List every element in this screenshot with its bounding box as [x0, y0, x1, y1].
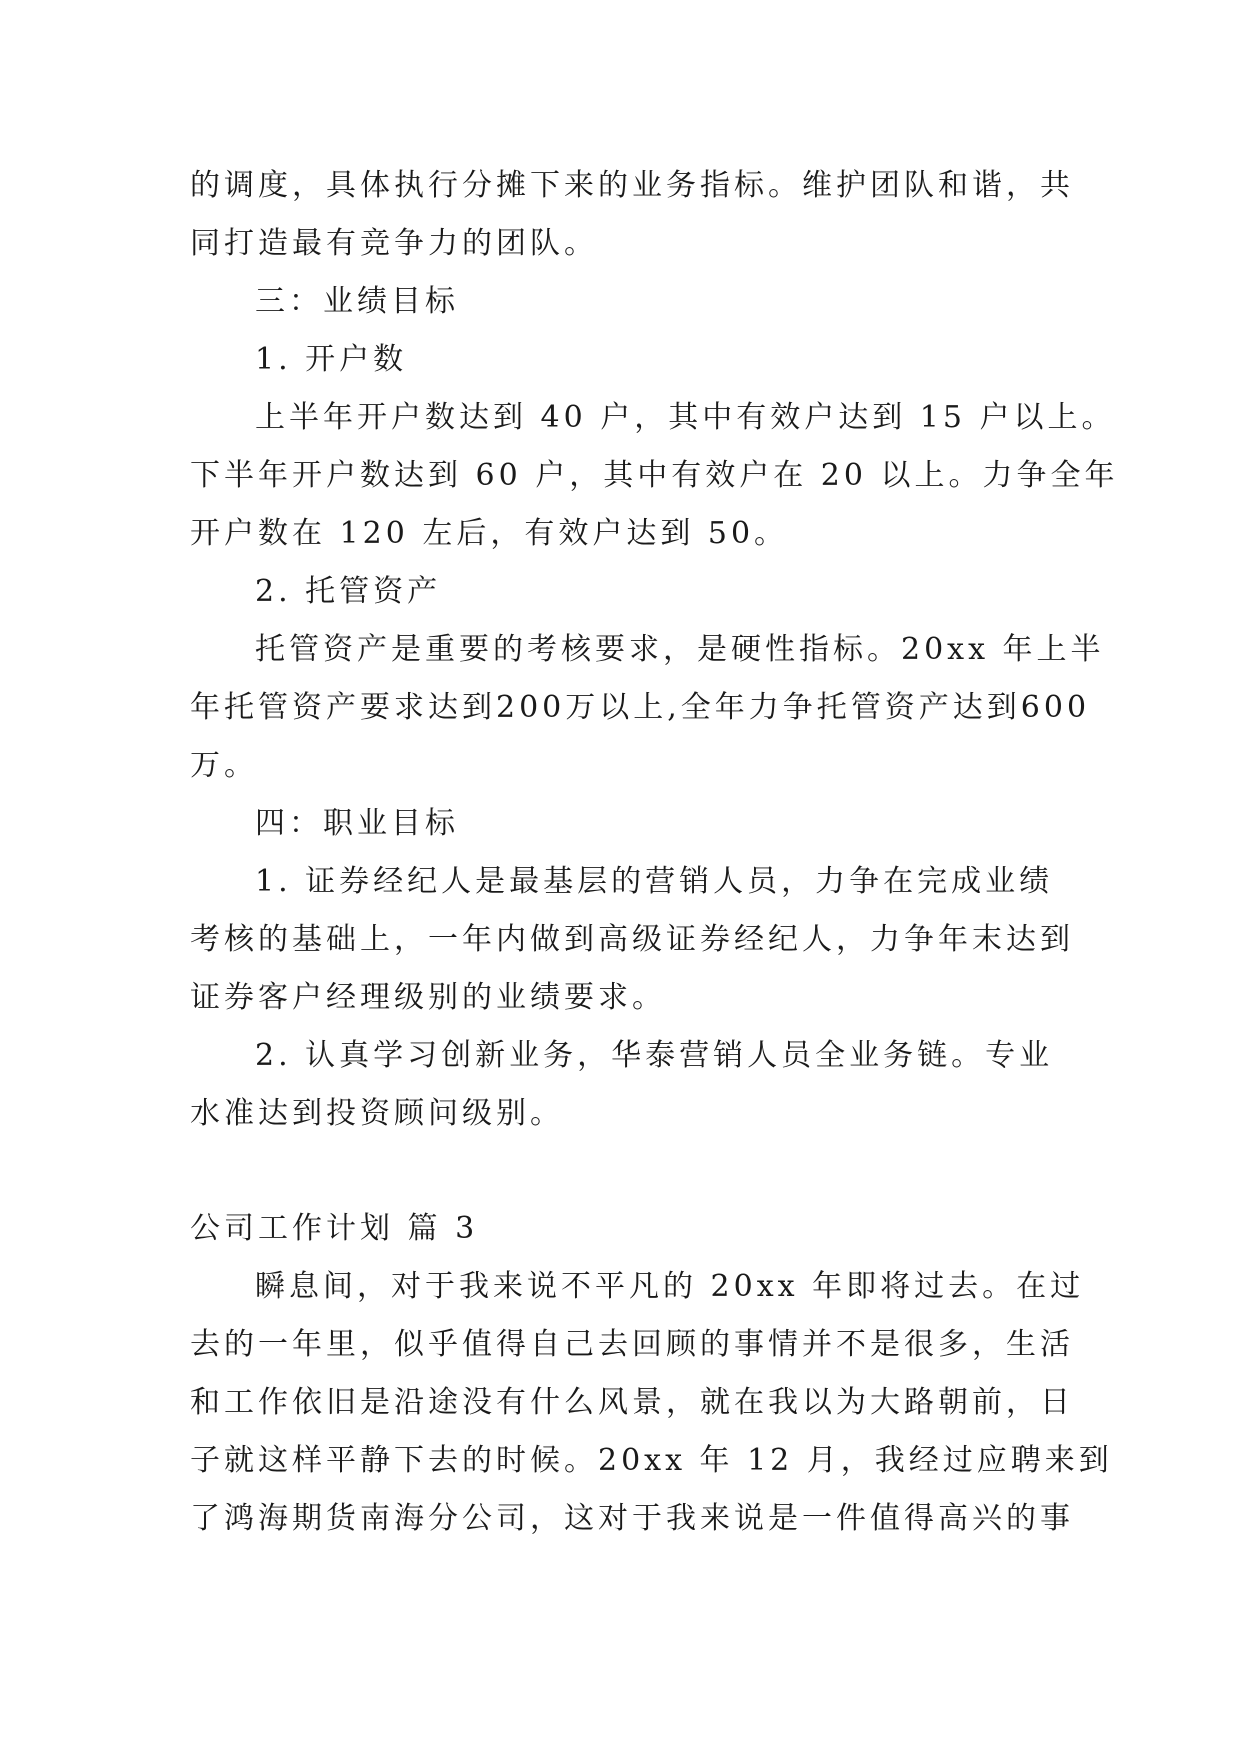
text-line: 万。 — [190, 748, 258, 783]
chapter-title: 公司工作计划 篇 3 — [190, 1211, 479, 1246]
text-line: 子就这样平静下去的时候。20xx 年 12 月，我经过应聘来到 — [190, 1443, 1113, 1478]
text-line: 考核的基础上，一年内做到高级证券经纪人，力争年末达到 — [190, 922, 1074, 957]
text-line: 了鸿海期货南海分公司，这对于我来说是一件值得高兴的事 — [190, 1501, 1074, 1536]
text-line: 2. 认真学习创新业务，华泰营销人员全业务链。专业 — [255, 1038, 1054, 1073]
section-heading: 四：职业目标 — [255, 806, 459, 841]
text-line: 下半年开户数达到 60 户，其中有效户在 20 以上。力争全年 — [190, 458, 1119, 493]
text-line: 去的一年里，似乎值得自己去回顾的事情并不是很多，生活 — [190, 1327, 1074, 1362]
text-line: 上半年开户数达到 40 户，其中有效户达到 15 户以上。 — [255, 400, 1116, 435]
text-line: 瞬息间，对于我来说不平凡的 20xx 年即将过去。在过 — [255, 1269, 1085, 1304]
text-line: 同打造最有竞争力的团队。 — [190, 226, 598, 261]
subsection-heading: 2. 托管资产 — [255, 574, 442, 609]
text-line: 年托管资产要求达到200万以上,全年力争托管资产达到600 — [190, 690, 1091, 725]
text-line: 的调度，具体执行分摊下来的业务指标。维护团队和谐，共 — [190, 168, 1074, 203]
section-heading: 三：业绩目标 — [255, 284, 459, 319]
text-line: 和工作依旧是沿途没有什么风景，就在我以为大路朝前，日 — [190, 1385, 1074, 1420]
text-line: 开户数在 120 左后，有效户达到 50。 — [190, 516, 789, 551]
text-line: 证券客户经理级别的业绩要求。 — [190, 980, 666, 1015]
text-line: 1. 证券经纪人是最基层的营销人员，力争在完成业绩 — [255, 864, 1054, 899]
text-line: 水准达到投资顾问级别。 — [190, 1096, 564, 1131]
subsection-heading: 1. 开户数 — [255, 342, 408, 377]
text-line: 托管资产是重要的考核要求，是硬性指标。20xx 年上半 — [255, 632, 1105, 667]
